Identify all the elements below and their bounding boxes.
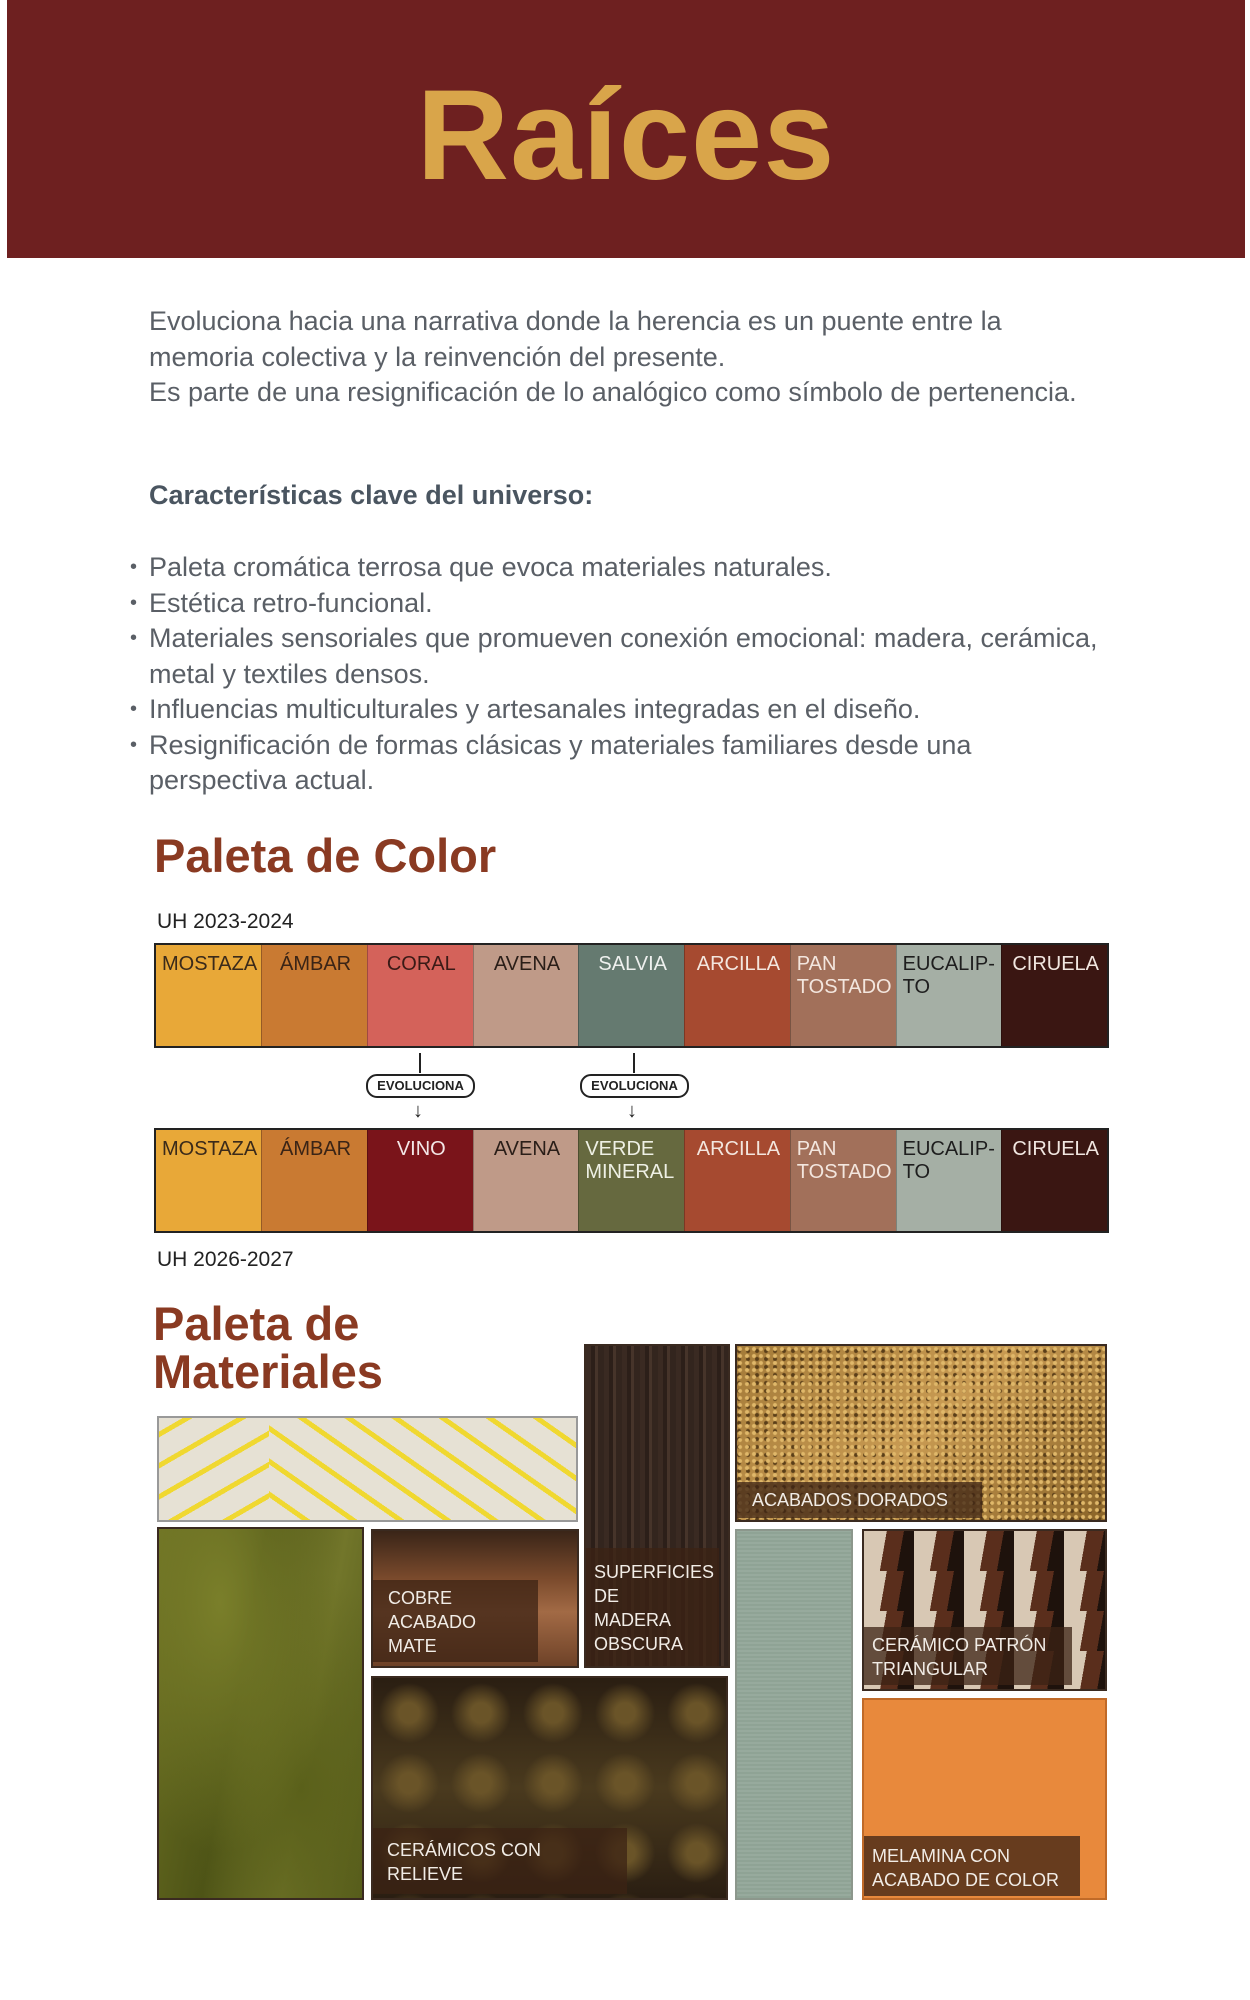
color-swatch: MOSTAZA xyxy=(156,945,261,1046)
material-melamina xyxy=(862,1698,1107,1900)
color-swatch: CIRUELA xyxy=(1001,1130,1107,1231)
palette-before-label: UH 2023-2024 xyxy=(157,910,294,933)
arrow-down-icon: ↓ xyxy=(413,1100,423,1122)
material-label: MELAMINA CON ACABADO DE COLOR xyxy=(864,1836,1080,1896)
arrow-down-icon: ↓ xyxy=(627,1100,637,1122)
materials-heading-line1: Paleta de xyxy=(153,1297,360,1350)
list-item: • Estética retro-funcional. xyxy=(130,586,1110,622)
material-label: ACABADOS DORADOS xyxy=(737,1482,982,1518)
color-swatch: ARCILLA xyxy=(684,945,790,1046)
color-swatch: CORAL xyxy=(367,945,473,1046)
color-swatch: ÁMBAR xyxy=(261,1130,367,1231)
intro-paragraph-1: Evoluciona hacia una narrativa donde la herencia es un puente entre la memoria colectiva y la reinvención del presente. xyxy=(149,306,1002,372)
color-swatch: AVENA xyxy=(473,1130,579,1231)
color-swatch: CIRUELA xyxy=(1001,945,1107,1046)
connector-line xyxy=(419,1053,421,1073)
material-green-velvet xyxy=(157,1527,364,1900)
color-swatch: PAN TOSTADO xyxy=(790,945,896,1046)
palette-before xyxy=(154,943,1109,1048)
evoluciona-badge: EVOLUCIONA xyxy=(366,1074,475,1098)
color-swatch: AVENA xyxy=(473,945,579,1046)
stripes-right xyxy=(269,1418,578,1522)
palette-after xyxy=(154,1128,1109,1233)
color-swatch: VINO xyxy=(367,1130,473,1231)
stripes-left xyxy=(159,1418,269,1522)
color-swatch: PAN TOSTADO xyxy=(790,1130,896,1231)
color-swatch: EUCALIP-TO xyxy=(896,945,1002,1046)
material-cobre xyxy=(371,1529,579,1668)
list-item: • Paleta cromática terrosa que evoca materiales naturales. xyxy=(130,550,1110,586)
color-swatch: SALVIA xyxy=(578,945,684,1046)
features-heading: Características clave del universo: xyxy=(149,480,594,510)
evoluciona-badge: EVOLUCIONA xyxy=(580,1074,689,1098)
color-swatch: EUCALIP-TO xyxy=(896,1130,1002,1231)
color-swatch: ÁMBAR xyxy=(261,945,367,1046)
features-list xyxy=(130,550,1110,799)
material-label: CERÁMICO PATRÓN TRIANGULAR xyxy=(864,1627,1072,1685)
color-swatch: ARCILLA xyxy=(684,1130,790,1231)
intro-paragraph-2: Es parte de una resignificación de lo analógico como símbolo de pertenencia. xyxy=(149,377,1077,407)
material-acabados-dorados xyxy=(735,1344,1107,1522)
material-madera xyxy=(584,1344,730,1668)
palette-after-label: UH 2026-2027 xyxy=(157,1248,294,1271)
page-title: Raíces xyxy=(416,64,836,207)
list-item: • Resignificación de formas clásicas y materiales familiares desde una perspectiva actual. xyxy=(130,728,1110,799)
list-item: • Materiales sensoriales que promueven conexión emocional: madera, cerámica, metal y textiles densos. xyxy=(130,621,1110,692)
material-label: COBRE ACABADO MATE xyxy=(373,1580,538,1662)
connector-line xyxy=(633,1053,635,1073)
material-eucalipto-textile xyxy=(735,1529,853,1900)
material-label: CERÁMICOS CON RELIEVE xyxy=(373,1828,627,1894)
materials-heading-line2: Materiales xyxy=(153,1344,383,1398)
color-swatch: MOSTAZA xyxy=(156,1130,261,1231)
material-label: SUPERFICIES DE MADERA OBSCURA xyxy=(586,1548,719,1666)
header-banner xyxy=(7,0,1245,258)
color-palette-heading: Paleta de Color xyxy=(154,829,497,882)
color-swatch: VERDE MINERAL xyxy=(578,1130,684,1231)
material-yellow-stripes xyxy=(157,1416,578,1522)
list-item: • Influencias multiculturales y artesanales integradas en el diseño. xyxy=(130,692,1110,728)
materials-heading xyxy=(153,1297,383,1398)
material-ceramico-triangular xyxy=(862,1529,1107,1691)
material-ceramicos-relieve xyxy=(371,1676,728,1900)
